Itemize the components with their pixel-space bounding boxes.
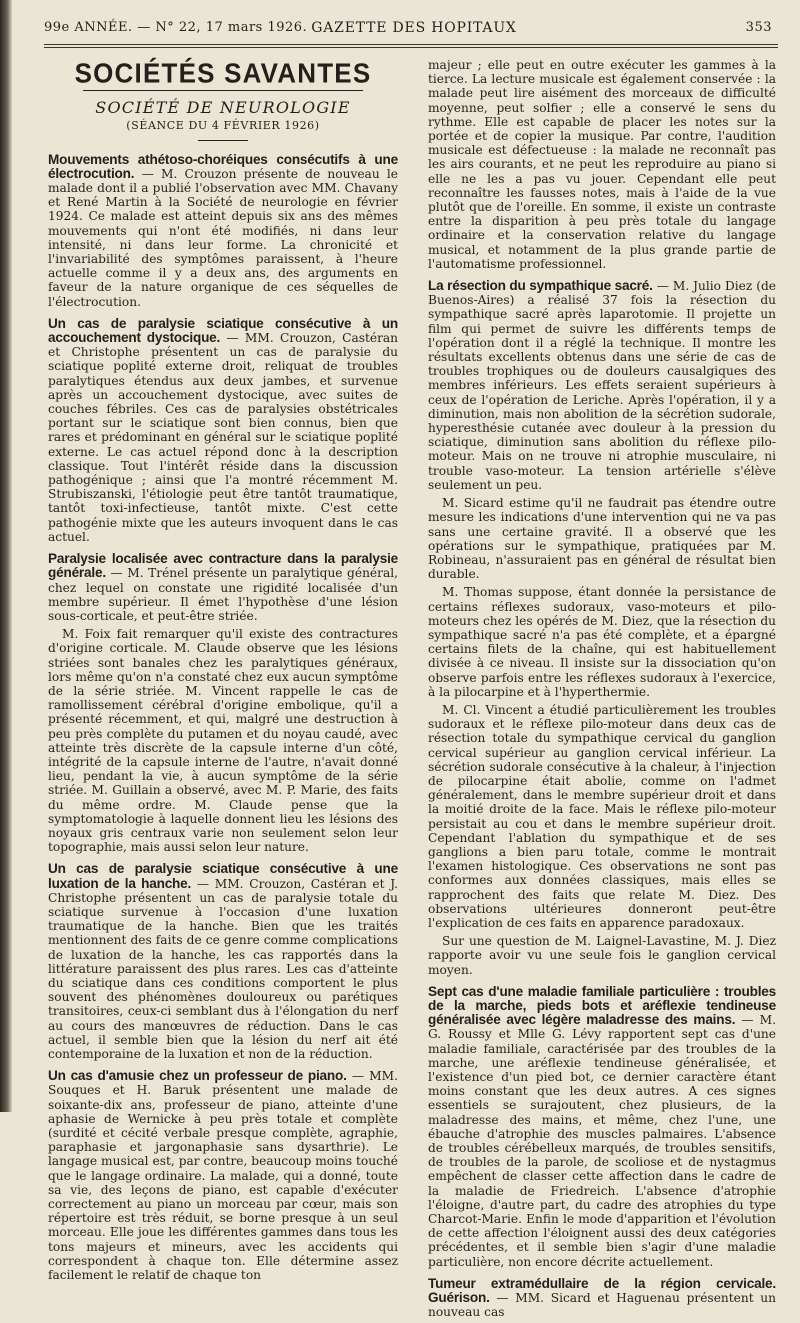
article-title: Tumeur extramédullaire de la région cervicale. Guérison. (428, 1275, 776, 1306)
article-paragraph (48, 862, 398, 1061)
section-rule (83, 90, 363, 91)
article-paragraph (428, 279, 776, 492)
journal-title: GAZETTE DES HOPITAUX (311, 20, 517, 36)
article-text: M. Thomas suppose, étant donnée la persistance de certains réflexes sudoraux, vaso-moteurs et pilo-moteurs chez les opérés de M. Diez, que la résection du sympathique sacré n'a pas été complète, et a épargné certains filets de la chaîne, qui est habituellement divisée à ce niveau. Il insiste sur la dissociation qu'on observe parfois entre les réflexes sudoraux à l'exercice, à la pilocarpine et à l'hyperthermie. (428, 585, 776, 699)
article-title: Un cas de paralysie sciatique consécutive à une luxation de la hanche. (48, 861, 398, 891)
article-title: Un cas d'amusie chez un professeur de piano. (48, 1068, 347, 1084)
article-text: M. Foix fait remarquer qu'il existe des contractures d'origine corticale. M. Claude observe que les lésions striées sont banales chez les paralytiques généraux, lors même qu'on n'a constaté chez eux aucun symptôme de la série striée. M. Vincent rappelle le cas de ramollissement cérébral d'origine embolique, qu'il a présenté récemment, et qui, malgré une destruction à peu près complète du putamen et du noyau caudé, avec atteinte très discrète de la capsule interne d'un côté, intégrité de la capsule interne de l'autre, n'avait donné lieu, pendant la vie, à aucun symptôme de la série striée. M. Guillain a observé, avec M. P. Marie, des faits du même ordre. M. Claude pense que la symptomatologie à laquelle donnent lieu les lésions des noyaux gris centraux varie non seulement selon leur topographie, mais aussi selon leur nature. (48, 627, 398, 855)
article-text: majeur ; elle peut en outre exécuter les gammes à la tierce. La lecture musicale est également conservée : la malade peut lire aisément des morceaux de difficulté moyenne, peut solfier ; elle a conservé le sens du rythme. Elle est capable de placer les notes sur la portée et de copier la musique. Par contre, l'audition musicale est défectueuse : la malade ne reconnaît pas les airs courants, et ne peut les reproduire au piano si elle ne les a pas vu jouer. Cependant elle peut reconnaître les fausses notes, mais à l'aide de la vue plutôt que de l'oreille. En somme, il existe un contraste entre la disparition à peu près totale du langage ordinaire et la conservation relative du langage musical, et notamment de la plus grande partie de l'automatisme professionnel. (428, 58, 776, 271)
article-title: Un cas de paralysie sciatique consécutive à un accouchement dystocique. (48, 315, 398, 346)
left-column (48, 57, 399, 1286)
page-binding-edge (0, 0, 12, 1112)
newspaper-page (44, 14, 784, 1320)
article-title: Mouvements athétoso-choréiques consécutifs à une électrocution. (48, 151, 398, 181)
issue-info: 99e ANNÉE. — N° 22, 17 mars 1926. (44, 20, 308, 35)
article-paragraph (48, 552, 398, 623)
article-text: M. Cl. Vincent a étudié particulièrement les troubles sudoraux et le réflexe pilo-moteur dans deux cas de résection totale du sympathique cervical du ganglion cervical supérieur au ganglion cervical inférieur. La sécrétion sudorale consécutive à la chaleur, à l'injection de pilocarpine était abolie, comme on l'admet généralement, dans le membre supérieur droit et dans la moitié droite de la face. Mais le réflexe pilo-moteur persistait au cou et dans le membre supérieur droit. Cependant l'ablation du sympathique et de ses ganglions a bien paru totale, comme le montrait l'examen histologique. Ces observations ne sont pas conformes aux données classiques, mais elles se rapprochent des faits que relate M. Diez. Des observations ultérieures donneront peut-être l'explication de ces faits en apparence paradoxaux. (428, 702, 776, 930)
article-text: M. Sicard estime qu'il ne faudrait pas étendre outre mesure les indications d'une intervention qui ne va pas sans une certaine gravité. Il a observé que les opérations sur le sympathique, pratiquées par M. Robineau, n'assuraient pas en général de résultat bien durable. (428, 496, 776, 582)
right-column (428, 58, 776, 1323)
header-rule (44, 44, 778, 48)
article-paragraph (48, 1069, 398, 1282)
article-paragraph (428, 1277, 776, 1320)
society-title: SOCIÉTÉ DE NEUROLOGIE (95, 98, 351, 118)
section-title: SOCIÉTÉS SAVANTES (74, 57, 372, 89)
article-title: Sept cas d'une maladie familiale particulière : troubles de la marche, pieds bots et aréflexie tendineuse généralisée avec légère maladresse des mains. (428, 983, 776, 1028)
article-text: — M. Trénel présente un paralytique général, chez lequel on constate une rigidité localisée d'un membre supérieur. Il émet l'hypothèse d'une lésion sous-corticale, et peut-être striée. (48, 566, 398, 623)
seance-date: (SÉANCE DU 4 FÉVRIER 1926) (126, 119, 320, 133)
article-paragraph (48, 153, 398, 309)
article-text: — MM. Crouzon, Castéran et Christophe présentent un cas de paralysie du sciatique poplité externe droit, reliquat de troubles paralytiques étendus aux deux jambes, et survenue après un accouchement dystocique, avec suites de couches fébriles. Ces cas de paralysies obstétricales portant sur le sciatique sont bien connus, bien que rares et prédominant en général sur le sciatique poplité externe. Le cas actuel répond donc à la description classique. Tout l'intérêt réside dans la discussion pathogénique ; ainsi que l'a montré récemment M. Strubiszanski, l'étiologie peut être tantôt traumatique, tantôt toxi-infectieuse, tantôt mixte. C'est cette pathogénie mixte que les auteurs invoquent dans le cas actuel. (48, 331, 399, 544)
article-title: La résection du sympathique sacré. (428, 278, 653, 294)
article-text: — MM. Sicard et Haguenau présentent un nouveau cas (428, 1291, 776, 1320)
article-text: — M. Crouzon présente de nouveau le malade dont il a publié l'observation avec MM. Chavany et René Martin à la Société de neurologie en février 1924. Ce malade est atteint depuis six ans des mêmes mouvements qui n'ont été modifiés, ni dans leur intensité, ni dans leur forme. La chronicité et l'invariabilité des symptômes paraissent, à l'heure actuelle comme il y a deux ans, des arguments en faveur de la nature organique de ces séquelles de l'électrocution. (48, 166, 398, 309)
article-paragraph (48, 317, 398, 544)
short-rule (198, 140, 248, 141)
page-number: 353 (745, 20, 772, 35)
article-text: Sur une question de M. Laignel-Lavastine, M. J. Diez rapporte avoir vu une seule fois le ganglion cervical moyen. (428, 934, 776, 977)
article-text: — MM. Souques et H. Baruk présentent une malade de soixante-dix ans, professeur de piano, atteinte d'une aphasie de Wernicke à peu près totale et complète (surdité et cécité verbale presque complète, agraphie, paraphasie et jargonaphasie sans dysarthrie). Le langage musical est, par contre, beaucoup moins touché que le langage ordinaire. La malade, qui a donné, toute sa vie, des leçons de piano, est capable d'exécuter correctement au piano un morceau par cœur, mais son répertoire est très réduit, se borne presque à un seul morceau. Elle joue les différentes gammes dans tous les tons majeurs et mineurs, avec les accidents qui correspondent à chaque ton. Elle détermine assez facilement le relatif de chaque ton (48, 1069, 398, 1283)
article-title: Paralysie localisée avec contracture dans la paralysie générale. (48, 551, 398, 581)
article-text: — MM. Crouzon, Castéran et J. Christophe présentent un cas de paralysie totale du sciatique survenue à l'occasion d'une luxation traumatique de la hanche. Bien que les traités mentionnent des faits de ce genre comme complications de luxation de la hanche, les cas rapportés dans la littérature paraissent des plus rares. Les cas d'atteinte du sciatique dans ces conditions comportent le plus souvent des phénomènes douloureux ou parétiques transitoires, ceux-ci semblant dus à l'élongation du nerf au cours des manœuvres de réduction. Dans le cas actuel, il semble bien que la lésion du nerf ait été contemporaine de la luxation et non de la réduction. (48, 876, 399, 1061)
article-paragraph (428, 985, 776, 1269)
article-text: — M. Julio Diez (de Buenos-Aires) a réalisé 37 fois la résection du sympathique sacré après laparotomie. Il projette un film qui permet de suivre les différents temps de l'opération dont il a réglé la technique. Il montre les résultats excellents obtenus dans une série de cas de troubles trophiques ou de douleurs causalgiques des membres inférieurs. Les effets seraient supérieurs à ceux de l'opération de Leriche. Après l'opération, il y a diminution, mais non abolition de la sécrétion sudorale, hyperesthésie cutanée avec douleur à la pression du sciatique, diminution sans abolition du réflexe pilo-moteur. Mais on ne trouve ni atrophie musculaire, ni trouble vaso-moteur. La tension artérielle s'élève seulement un peu. (428, 279, 777, 492)
page-header (44, 14, 784, 40)
article-text: — M. G. Roussy et Mlle G. Lévy rapportent sept cas d'une maladie familiale, caractérisée par des troubles de la marche, une aréflexie tendineuse généralisée, et l'existence d'un pied bot, ce dernier caractère étant moins constant que les deux autres. A ces signes essentiels se surajoutent, chez plusieurs, de la maladresse des mains, et même, chez l'une, une ébauche d'atrophie des muscles palmaires. L'absence de troubles cérébelleux marqués, de troubles sensitifs, de troubles de la parole, de scoliose et de nystagmus empêchent de classer cette affection dans le cadre de la maladie de Friedreich. L'absence d'atrophie l'éloigne, d'autre part, du cadre des atrophies du type Charcot-Marie. Enfin le mode d'apparition et l'évolution de cette affection l'éloignent aussi des deux catégories précédentes, et il semble bien s'agir d'une maladie particulière, non encore décrite actuellement. (428, 1013, 777, 1269)
